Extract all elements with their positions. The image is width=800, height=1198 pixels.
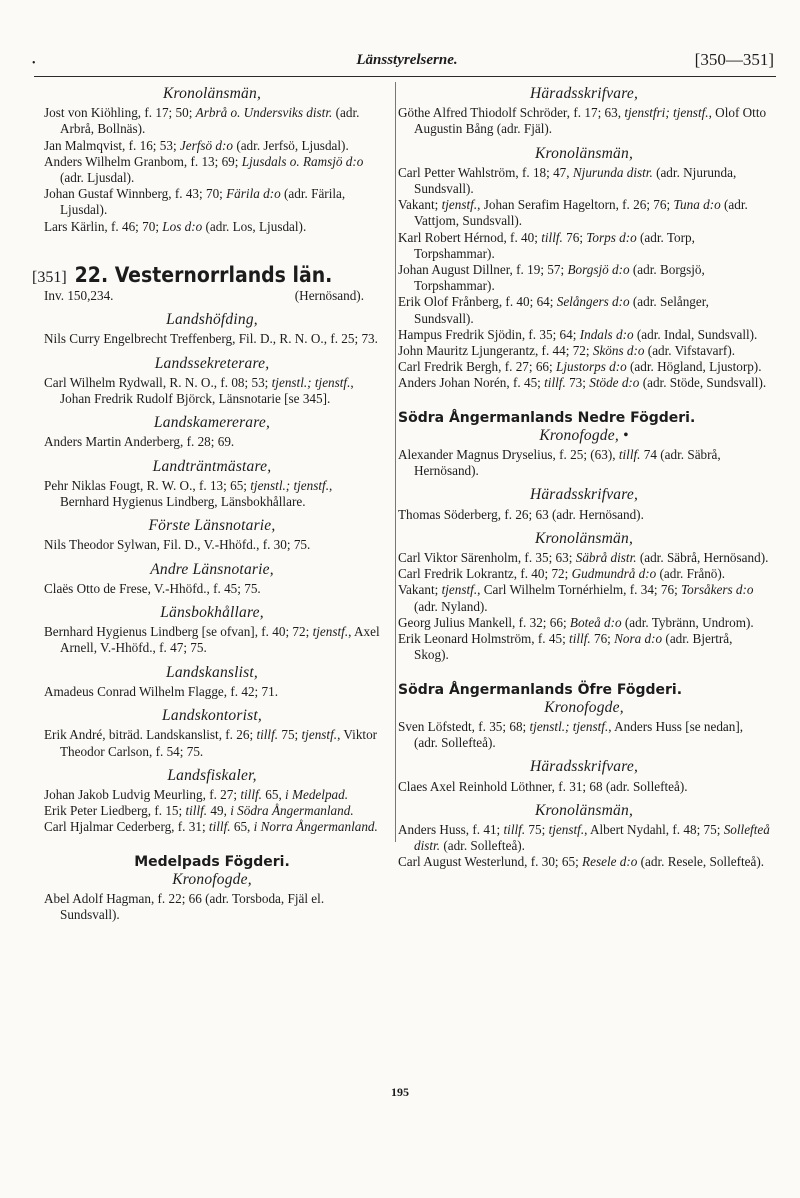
county-name: 22. Vesternorrlands län.: [74, 262, 333, 287]
section-heading: Förste Länsnotarie,: [148, 517, 276, 535]
section-heading: Andre Länsnotarie,: [150, 560, 274, 578]
entry: Göthe Alfred Thiodolf Schröder, f. 17; 63, tjenstfri; tjenstf., Olof Otto Augustin Bång (adr. Fjäl).: [398, 105, 767, 137]
section-heading: Kronolänsmän,: [534, 144, 634, 162]
section-heading: Kronofogde,: [172, 870, 252, 888]
page-number: 195: [391, 1085, 409, 1099]
district-heading: Södra Ångermanlands Nedre Fögderi.: [398, 409, 696, 426]
entry: Johan August Dillner, f. 19; 57; Borgsjö d:o (adr. Borgsjö, Torpshammar).: [398, 262, 705, 294]
entry: Amadeus Conrad Wilhelm Flagge, f. 42; 71.: [44, 683, 279, 699]
entry: Hampus Fredrik Sjödin, f. 35; 64; Indals d:o (adr. Indal, Sundsvall).: [398, 326, 758, 342]
entry: Lars Kärlin, f. 46; 70; Los d:o (adr. Los, Ljusdal).: [44, 218, 307, 234]
entry: Erik Olof Frånberg, f. 40; 64; Selångers d:o (adr. Selånger, Sundsvall).: [398, 294, 709, 326]
entry: Georg Julius Mankell, f. 32; 66; Boteå d:o (adr. Tybränn, Undrom).: [398, 614, 754, 630]
entry: Bernhard Hygienus Lindberg [se ofvan], f. 40; 72; tjenstf., Axel Arnell, V.-Hhöfd., f. 47; 75.: [44, 624, 380, 656]
entry: Carl Viktor Särenholm, f. 35; 63; Säbrå distr. (adr. Säbrå, Hernösand).: [398, 550, 769, 566]
entry: Thomas Söderberg, f. 26; 63 (adr. Hernösand).: [398, 506, 644, 522]
district-heading: Medelpads Fögderi.: [134, 853, 290, 870]
entry: Carl August Westerlund, f. 30; 65; Resele d:o (adr. Resele, Sollefteå).: [398, 854, 765, 870]
county-heading: [32, 262, 380, 287]
section-heading: Kronolänsmän,: [534, 801, 634, 819]
section-heading: Landshöfding,: [166, 311, 258, 329]
entry: Claes Axel Reinhold Löthner, f. 31; 68 (adr. Sollefteå).: [398, 778, 688, 794]
entry: Johan Jakob Ludvig Meurling, f. 27; tillf. 65, i Medelpad.: [44, 786, 349, 802]
inhabitants: Inv. 150,234.: [44, 288, 114, 304]
entry: Vakant; tjenstf., Carl Wilhelm Tornérhielm, f. 34; 76; Torsåkers d:o (adr. Nyland).: [398, 582, 754, 614]
running-header: [34, 48, 780, 74]
entry: John Mauritz Ljungerantz, f. 44; 72; Sköns d:o (adr. Vifstavarf).: [398, 343, 736, 359]
running-title: Länsstyrelserne.: [356, 52, 458, 68]
section-heading: Häradsskrifvare,: [529, 85, 639, 102]
entry: Jan Malmqvist, f. 16; 53; Jerfsö d:o (adr. Jerfsö, Ljusdal).: [44, 137, 349, 153]
entry: Johan Gustaf Winnberg, f. 43; 70; Färila d:o (adr. Färila, Ljusdal).: [44, 186, 346, 218]
page-range: [350—351]: [694, 50, 774, 69]
header-rule: [34, 76, 776, 77]
entry: Erik André, biträd. Landskanslist, f. 26; tillf. 75; tjenstf., Viktor Theodor Carlson, f. 54; 75.: [44, 727, 378, 759]
mark: •: [623, 426, 629, 444]
entry: Abel Adolf Hagman, f. 22; 66 (adr. Torsboda, Fjäl el. Sundsvall).: [44, 890, 325, 923]
entry: Vakant; tjenstf., Johan Serafim Hageltorn, f. 26; 76; Tuna d:o (adr. Vattjom, Sundsvall).: [398, 197, 748, 229]
entry: Alexander Magnus Dryselius, f. 25; (63), tillf. 74 (adr. Säbrå, Hernösand).: [398, 447, 721, 479]
district-heading: Södra Ångermanlands Öfre Fögderi.: [398, 681, 683, 698]
entry: Claës Otto de Frese, V.-Hhöfd., f. 45; 75.: [44, 580, 261, 596]
entry: Anders Martin Anderberg, f. 28; 69.: [44, 434, 235, 450]
entry: Anders Wilhelm Granbom, f. 13; 69; Ljusdals o. Ramsjö d:o (adr. Ljusdal).: [44, 153, 364, 186]
section-heading: Häradsskrifvare,: [529, 486, 639, 504]
page-reference: [351]: [32, 268, 67, 286]
column-divider: [395, 82, 396, 842]
section-heading: Landskontorist,: [162, 707, 262, 725]
section-heading: Kronolänsmän,: [534, 529, 634, 547]
entry: Carl Fredrik Lokrantz, f. 40; 72; Gudmundrå d:o (adr. Frånö).: [398, 566, 726, 582]
section-heading: Häradsskrifvare,: [529, 758, 639, 776]
section-heading: Landsfiskaler,: [167, 766, 257, 784]
entry: Erik Leonard Holmström, f. 45; tillf. 76; Nora d:o (adr. Bjertrå, Skog).: [398, 631, 733, 663]
entry: Nils Theodor Sylwan, Fil. D., V.-Hhöfd., f. 30; 75.: [44, 537, 311, 553]
entry: Jost von Kiöhling, f. 17; 50; Arbrå o. Undersviks distr. (adr. Arbrå, Bollnäs).: [44, 105, 360, 137]
entry: Karl Robert Hérnod, f. 40; tillf. 76; Torps d:o (adr. Torp, Torpshammar).: [398, 229, 695, 261]
entry: Anders Johan Norén, f. 45; tillf. 73; Stöde d:o (adr. Stöde, Sundsvall).: [398, 375, 767, 391]
entry: Carl Hjalmar Cederberg, f. 31; tillf. 65, i Norra Ångermanland.: [44, 819, 378, 835]
section-heading: Landssekreterare,: [154, 354, 270, 372]
header-dot: •: [32, 58, 36, 69]
entry: Erik Peter Liedberg, f. 15; tillf. 49, i Södra Ångermanland.: [44, 803, 354, 819]
entry: Carl Fredrik Bergh, f. 27; 66; Ljustorps d:o (adr. Högland, Ljustorp).: [398, 359, 762, 375]
section-heading: Kronofogde,: [544, 698, 624, 716]
entry: Sven Löfstedt, f. 35; 68; tjenstl.; tjenstf., Anders Huss [se nedan], (adr. Sollefteå).: [398, 718, 744, 751]
entry: Carl Petter Wahlström, f. 18; 47, Njurunda distr. (adr. Njurunda, Sundsvall).: [398, 164, 737, 197]
section-heading: Kronofogde, •: [539, 426, 629, 444]
entry: Anders Huss, f. 41; tillf. 75; tjenstf., Albert Nydahl, f. 48; 75; Sollefteå distr. (adr. Sollefteå).: [398, 821, 770, 854]
population-line: [44, 288, 380, 304]
entry: Carl Wilhelm Rydwall, R. N. O., f. 08; 53; tjenstl.; tjenstf., Johan Fredrik Rudolf Björck, Länsnotarie [se 345].: [44, 374, 354, 407]
section-heading: Kronolänsmän,: [162, 85, 262, 102]
section-heading: Landskanslist,: [166, 663, 258, 681]
section-heading: Landträntmästare,: [152, 457, 272, 475]
entry: Pehr Niklas Fougt, R. W. O., f. 13; 65; tjenstl.; tjenstf., Bernhard Hygienus Lindberg, Länsbokhållare.: [44, 477, 333, 510]
section-heading: Landskamererare,: [153, 414, 271, 432]
county-seat: (Hernösand).: [294, 288, 364, 304]
right-column: [398, 86, 770, 871]
entry: Nils Curry Engelbrecht Treffenberg, Fil. D., R. N. O., f. 25; 73.: [44, 331, 378, 347]
left-column: [32, 85, 380, 923]
section-heading: Länsbokhållare,: [160, 604, 264, 622]
